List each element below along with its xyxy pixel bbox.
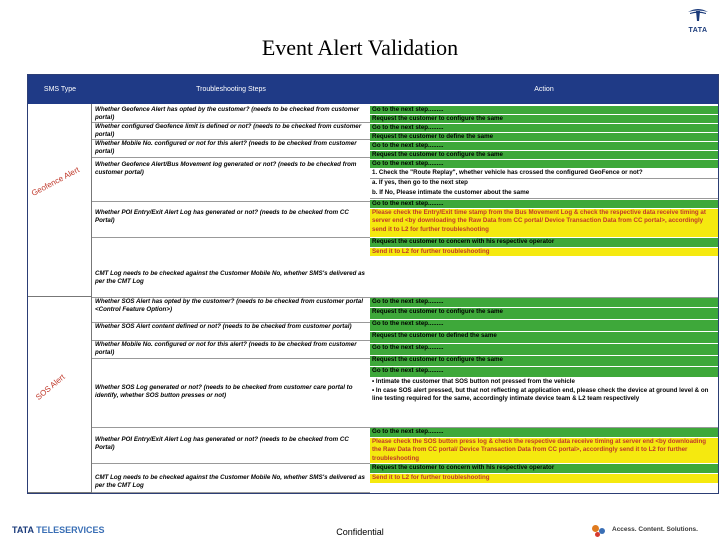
tagline-dot-icon — [592, 525, 599, 532]
action-cell: Go to the next step......... — [370, 344, 718, 356]
step-row: Whether Geofence Alert has opted by the customer? (needs to be checked from customer portal) — [92, 106, 370, 123]
type-cell-geofence — [28, 104, 92, 297]
action-cell-empty — [370, 484, 718, 493]
action-cell: Request the customer to concern with his respective operator — [370, 464, 718, 474]
action-cell: Request the customer to concern with his respective operator — [370, 238, 718, 248]
step-row: Whether SOS Alert content defined or not? (needs to be checked from customer portal) — [92, 323, 370, 341]
action-cell-empty — [370, 257, 718, 298]
action-cell: Go to the next step......... — [370, 367, 718, 378]
step-row: Whether Mobile No. configured or not for this alert? (needs to be checked from customer portal) — [92, 140, 370, 158]
tagline-text: Access. Content. Solutions. — [612, 526, 698, 533]
action-cell: • In case SOS alert pressed, but that not reflecting at application end, please check the device at ground level & on line testing required for the same, accordingly intimate device team & L2 team respectively — [370, 387, 718, 428]
action-cell: Request the customer to configure the same — [370, 356, 718, 367]
step-row: CMT Log needs to be checked against the Customer Mobile No, whether SMS's delivered as per the CMT Log — [92, 238, 370, 298]
footer-tagline — [586, 522, 716, 538]
step-row: Whether SOS Log generated or not? (needs to be checked from customer care portal to identify, whether SOS button presses or not) — [92, 359, 370, 428]
step-row: CMT Log needs to be checked against the Customer Mobile No, whether SMS's delivered as per the CMT Log — [92, 464, 370, 493]
action-cell: Go to the next step......... — [370, 106, 718, 115]
troubleshooting-table — [27, 74, 719, 494]
header-action: Action — [534, 86, 554, 93]
action-cell: a. If yes, then go to the next step — [370, 179, 718, 189]
type-cell-sos — [28, 297, 92, 493]
footer-confidential: Confidential — [336, 527, 384, 537]
tata-logo-icon — [687, 8, 709, 22]
type-sos-label: SOS Alert — [34, 372, 67, 402]
step-row: Whether Mobile No. configured or not for this alert? (needs to be checked from customer portal) — [92, 341, 370, 359]
table-body — [28, 104, 718, 493]
tagline-dot-icon — [595, 532, 600, 537]
action-cell: Go to the next step......... — [370, 124, 718, 133]
type-geofence-label: Geofence Alert — [30, 165, 81, 198]
action-cell: Request the customer to defined the same — [370, 332, 718, 344]
action-cell: Please check the Entry/Exit time stamp from the Bus Movement Log & check the respective data receive timing at server end <by downloading the Raw Data from CC portal/ Device Transaction Data from CC portal>, accordingly send it to L2 for further troubleshooting — [370, 209, 718, 238]
step-row: Whether SOS Alert has opted by the customer? (needs to be checked from customer portal <Control Feature Option>) — [92, 298, 370, 323]
action-cell: Request the customer to configure the same — [370, 115, 718, 124]
action-cell: Send it to L2 for further troubleshooting — [370, 474, 718, 484]
tata-logo — [683, 8, 713, 34]
action-cell: Go to the next step......... — [370, 200, 718, 209]
step-row: Whether Geofence Alert/Bus Movement log generated or not? (needs to be checked from customer portal) — [92, 158, 370, 202]
action-cell: Request the customer to configure the same — [370, 308, 718, 320]
step-row: Whether POI Entry/Exit Alert Log has generated or not? (needs to be checked from CC Portal) — [92, 428, 370, 464]
table-header — [28, 75, 718, 104]
step-row: Whether configured Geofence limit is defined or not? (needs to be checked from customer portal) — [92, 123, 370, 140]
step-row: Whether POI Entry/Exit Alert Log has generated or not? (needs to be checked from CC Portal) — [92, 202, 370, 238]
logo-top-text: TATA — [688, 27, 708, 34]
action-cell: Go to the next step......... — [370, 320, 718, 332]
action-cell: Go to the next step......... — [370, 142, 718, 151]
header-sms-type: SMS Type — [43, 86, 77, 93]
action-cell: b. If No, Please intimate the customer about the same — [370, 189, 718, 199]
action-cell: • Intimate the customer that SOS button not pressed from the vehicle — [370, 378, 718, 387]
header-steps: Troubleshooting Steps — [196, 86, 266, 93]
action-cell: 1. Check the "Route Replay", whether vehicle has crossed the configured GeoFence or not? — [370, 169, 718, 179]
footer-brand-tata: TATA — [12, 525, 34, 535]
action-cell: Go to the next step......... — [370, 428, 718, 438]
action-cell: Go to the next step......... — [370, 298, 718, 308]
action-cell: Request the customer to define the same — [370, 133, 718, 142]
footer-brand-teleservices: TELESERVICES — [36, 525, 105, 535]
action-cell: Send it to L2 for further troubleshooting — [370, 248, 718, 257]
page-title: Event Alert Validation — [261, 35, 459, 60]
action-cell: Request the customer to configure the same — [370, 151, 718, 160]
action-cell: Please check the SOS button press log & check the respective data receive timing at server end <by downloading the Raw Data from CC portal/ Device Transaction Data from CC portal>, accordingly send it to L2 for further troubleshooting — [370, 438, 718, 464]
action-cell: Go to the next step......... — [370, 160, 718, 169]
